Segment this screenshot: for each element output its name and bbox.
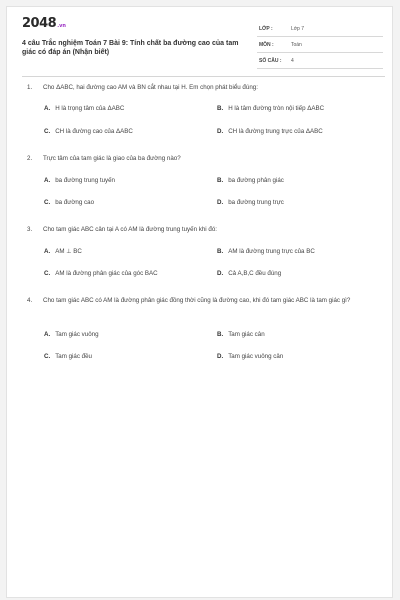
option-4c[interactable] [44, 353, 92, 360]
question-number: 2. [27, 155, 33, 162]
meta-row-class [257, 23, 383, 37]
meta-value: Toán [291, 42, 302, 48]
option-1c[interactable] [44, 128, 133, 135]
option-2c[interactable] [44, 199, 94, 206]
option-letter: D. [217, 270, 224, 277]
option-text: H là trọng tâm của ΔABC [55, 105, 125, 112]
meta-key: LỚP : [259, 26, 273, 32]
option-text: Cả A,B,C đều đúng [228, 270, 282, 277]
question-text: Cho tam giác ABC cân tại A có AM là đường trung tuyến khi đó: [43, 226, 217, 233]
option-4b[interactable] [217, 331, 265, 338]
meta-key: SỐ CÂU : [259, 58, 282, 64]
option-text: Tam giác cân [228, 331, 265, 338]
page-title: 4 câu Trắc nghiệm Toán 7 Bài 9: Tính chất ba đường cao của tam giác có đáp án (Nhận biết) [22, 40, 239, 56]
option-text: Tam giác đều [55, 353, 92, 360]
option-letter: D. [217, 199, 224, 206]
logo-text: 2048 [22, 16, 57, 31]
option-text: H là tâm đường tròn nội tiếp ΔABC [228, 105, 325, 112]
question-number: 1. [27, 84, 33, 91]
option-2d[interactable] [217, 199, 284, 206]
option-1b[interactable] [217, 105, 324, 112]
option-text: ba đường phân giác [228, 177, 284, 184]
meta-box [257, 23, 383, 71]
meta-key: MÔN : [259, 42, 274, 48]
meta-row-subject [257, 39, 383, 53]
option-letter: A. [44, 331, 51, 338]
option-text: ba đường trung trực [228, 199, 284, 206]
option-3d[interactable] [217, 270, 281, 277]
option-text: ba đường cao [55, 199, 95, 206]
option-letter: B. [217, 105, 224, 112]
option-text: Tam giác vuông [55, 331, 99, 338]
option-text: CH là đường cao của ΔABC [55, 128, 133, 135]
option-letter: C. [44, 353, 51, 360]
question-number: 4. [27, 297, 33, 304]
option-3a[interactable] [44, 248, 82, 255]
option-text: ba đường trung tuyến [55, 177, 115, 184]
option-4d[interactable] [217, 353, 283, 360]
divider [22, 76, 385, 77]
logo-suffix: .vn [57, 23, 66, 29]
question-text: Cho tam giác ABC có AM là đường phân giác đồng thời cũng là đường cao, khi đó tam giác ABC là tam giác gì? [43, 297, 351, 304]
option-2a[interactable] [44, 177, 115, 184]
option-letter: C. [44, 270, 51, 277]
meta-value: Lớp 7 [291, 26, 305, 32]
option-letter: A. [44, 177, 51, 184]
option-text: Tam giác vuông cân [228, 353, 284, 360]
worksheet-page [6, 6, 393, 598]
option-3b[interactable] [217, 248, 315, 255]
option-1d[interactable] [217, 128, 323, 135]
question-text: Cho ΔABC, hai đường cao AM và BN cắt nhau tại H. Em chọn phát biểu đúng: [43, 84, 258, 91]
option-text: AM là đường trung trực của BC [228, 248, 315, 255]
option-letter: B. [217, 331, 224, 338]
option-letter: B. [217, 177, 224, 184]
option-3c[interactable] [44, 270, 158, 277]
option-letter: B. [217, 248, 224, 255]
option-text: CH là đường trung trực của ΔABC [228, 128, 323, 135]
option-letter: A. [44, 105, 51, 112]
option-letter: C. [44, 199, 51, 206]
option-text: AM là đường phân giác của góc BAC [55, 270, 158, 277]
option-1a[interactable] [44, 105, 124, 112]
question-text: Trực tâm của tam giác là giao của ba đường nào? [43, 155, 181, 162]
option-2b[interactable] [217, 177, 284, 184]
option-letter: C. [44, 128, 51, 135]
meta-value: 4 [291, 58, 294, 64]
option-4a[interactable] [44, 331, 99, 338]
option-letter: D. [217, 128, 224, 135]
site-logo[interactable] [22, 16, 66, 31]
meta-row-count [257, 55, 383, 69]
option-letter: A. [44, 248, 51, 255]
option-text: AM ⊥ BC [55, 248, 82, 255]
question-number: 3. [27, 226, 33, 233]
option-letter: D. [217, 353, 224, 360]
